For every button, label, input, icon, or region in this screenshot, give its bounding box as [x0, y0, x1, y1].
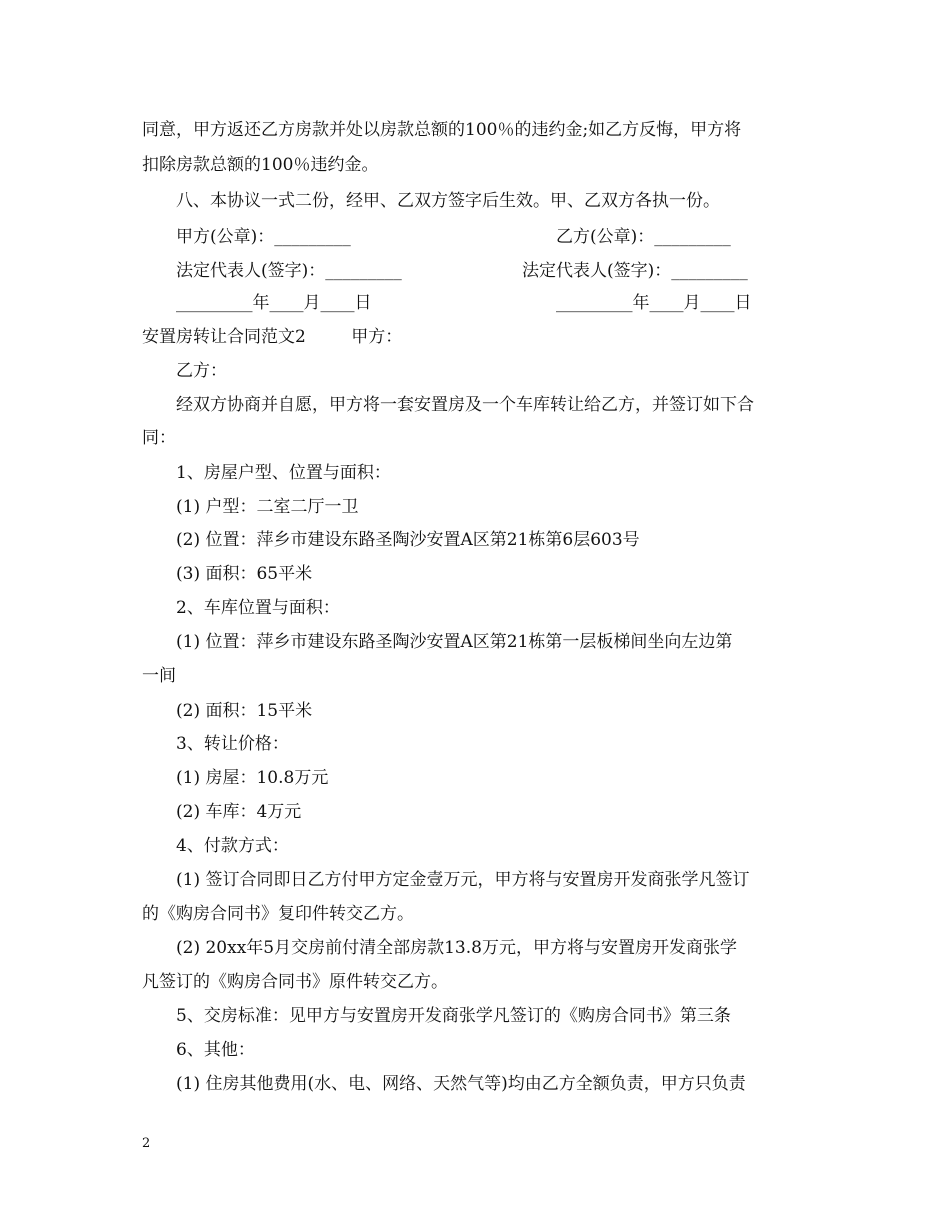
- text-line: 5、交房标准：见甲方与安置房开发商张学凡签订的《购房合同书》第三条: [176, 1006, 731, 1026]
- text-line: (1) 位置：萍乡市建设东路圣陶沙安置A区第21栋第一层板梯间坐向左边第: [176, 632, 733, 652]
- text-line: 同意，甲方返还乙方房款并处以房款总额的100％的违约金;如乙方反悔，甲方将: [142, 120, 742, 140]
- text-line: (2) 车库：4万元: [176, 802, 302, 822]
- text-line: (1) 签订合同即日乙方付甲方定金壹万元，甲方将与安置房开发商张学凡签订: [176, 870, 750, 890]
- party-a-seal: 甲方(公章)：_________: [176, 227, 351, 247]
- party-b-date: _________年____月____日: [556, 293, 752, 313]
- signature-row-seal: [176, 225, 856, 249]
- text-line: (2) 20xx年5月交房前付清全部房款13.8万元，甲方将与安置房开发商张学: [176, 938, 737, 958]
- text-line: (1) 房屋：10.8万元: [176, 768, 329, 788]
- text-line: 2、车库位置与面积：: [176, 598, 340, 618]
- section-title-row: [142, 325, 822, 349]
- text-line: 一间: [142, 666, 176, 686]
- text-line: (1) 住房其他费用(水、电、网络、天然气等)均由乙方全额负责，甲方只负责: [176, 1074, 746, 1094]
- text-line: 八、本协议一式二份，经甲、乙双方签字后生效。甲、乙双方各执一份。: [176, 191, 720, 211]
- party-b-seal: 乙方(公章)：_________: [556, 227, 731, 247]
- text-line: 凡签订的《购房合同书》原件转交乙方。: [142, 972, 448, 992]
- text-line: 乙方：: [176, 361, 227, 381]
- text-line: (2) 位置：萍乡市建设东路圣陶沙安置A区第21栋第6层603号: [176, 530, 640, 550]
- section-party-a: 甲方：: [351, 327, 403, 347]
- text-line: 同：: [142, 428, 176, 448]
- text-line: (2) 面积：15平米: [176, 701, 313, 721]
- text-line: (3) 面积：65平米: [176, 564, 313, 584]
- party-a-date: _________年____月____日: [176, 293, 372, 313]
- text-line: 4、付款方式：: [176, 836, 289, 856]
- text-line: 经双方协商并自愿，甲方将一套安置房及一个车库转让给乙方，并签订如下合: [176, 395, 754, 415]
- section-title: 安置房转让合同范文2: [142, 327, 306, 347]
- text-line: 1、房屋户型、位置与面积：: [176, 463, 391, 483]
- text-line: 3、转让价格：: [176, 734, 289, 754]
- party-b-rep: 法定代表人(签字)：_________: [522, 261, 748, 281]
- page-number: 2: [142, 1136, 151, 1151]
- text-line: 6、其他：: [176, 1040, 255, 1060]
- signature-row-rep: [176, 259, 856, 283]
- text-line: 扣除房款总额的100％违约金。: [142, 155, 379, 175]
- party-a-rep: 法定代表人(签字)：_________: [176, 261, 402, 281]
- text-line: (1) 户型：二室二厅一卫: [176, 497, 359, 517]
- signature-row-date: [176, 291, 856, 315]
- text-line: 的《购房合同书》复印件转交乙方。: [142, 904, 414, 924]
